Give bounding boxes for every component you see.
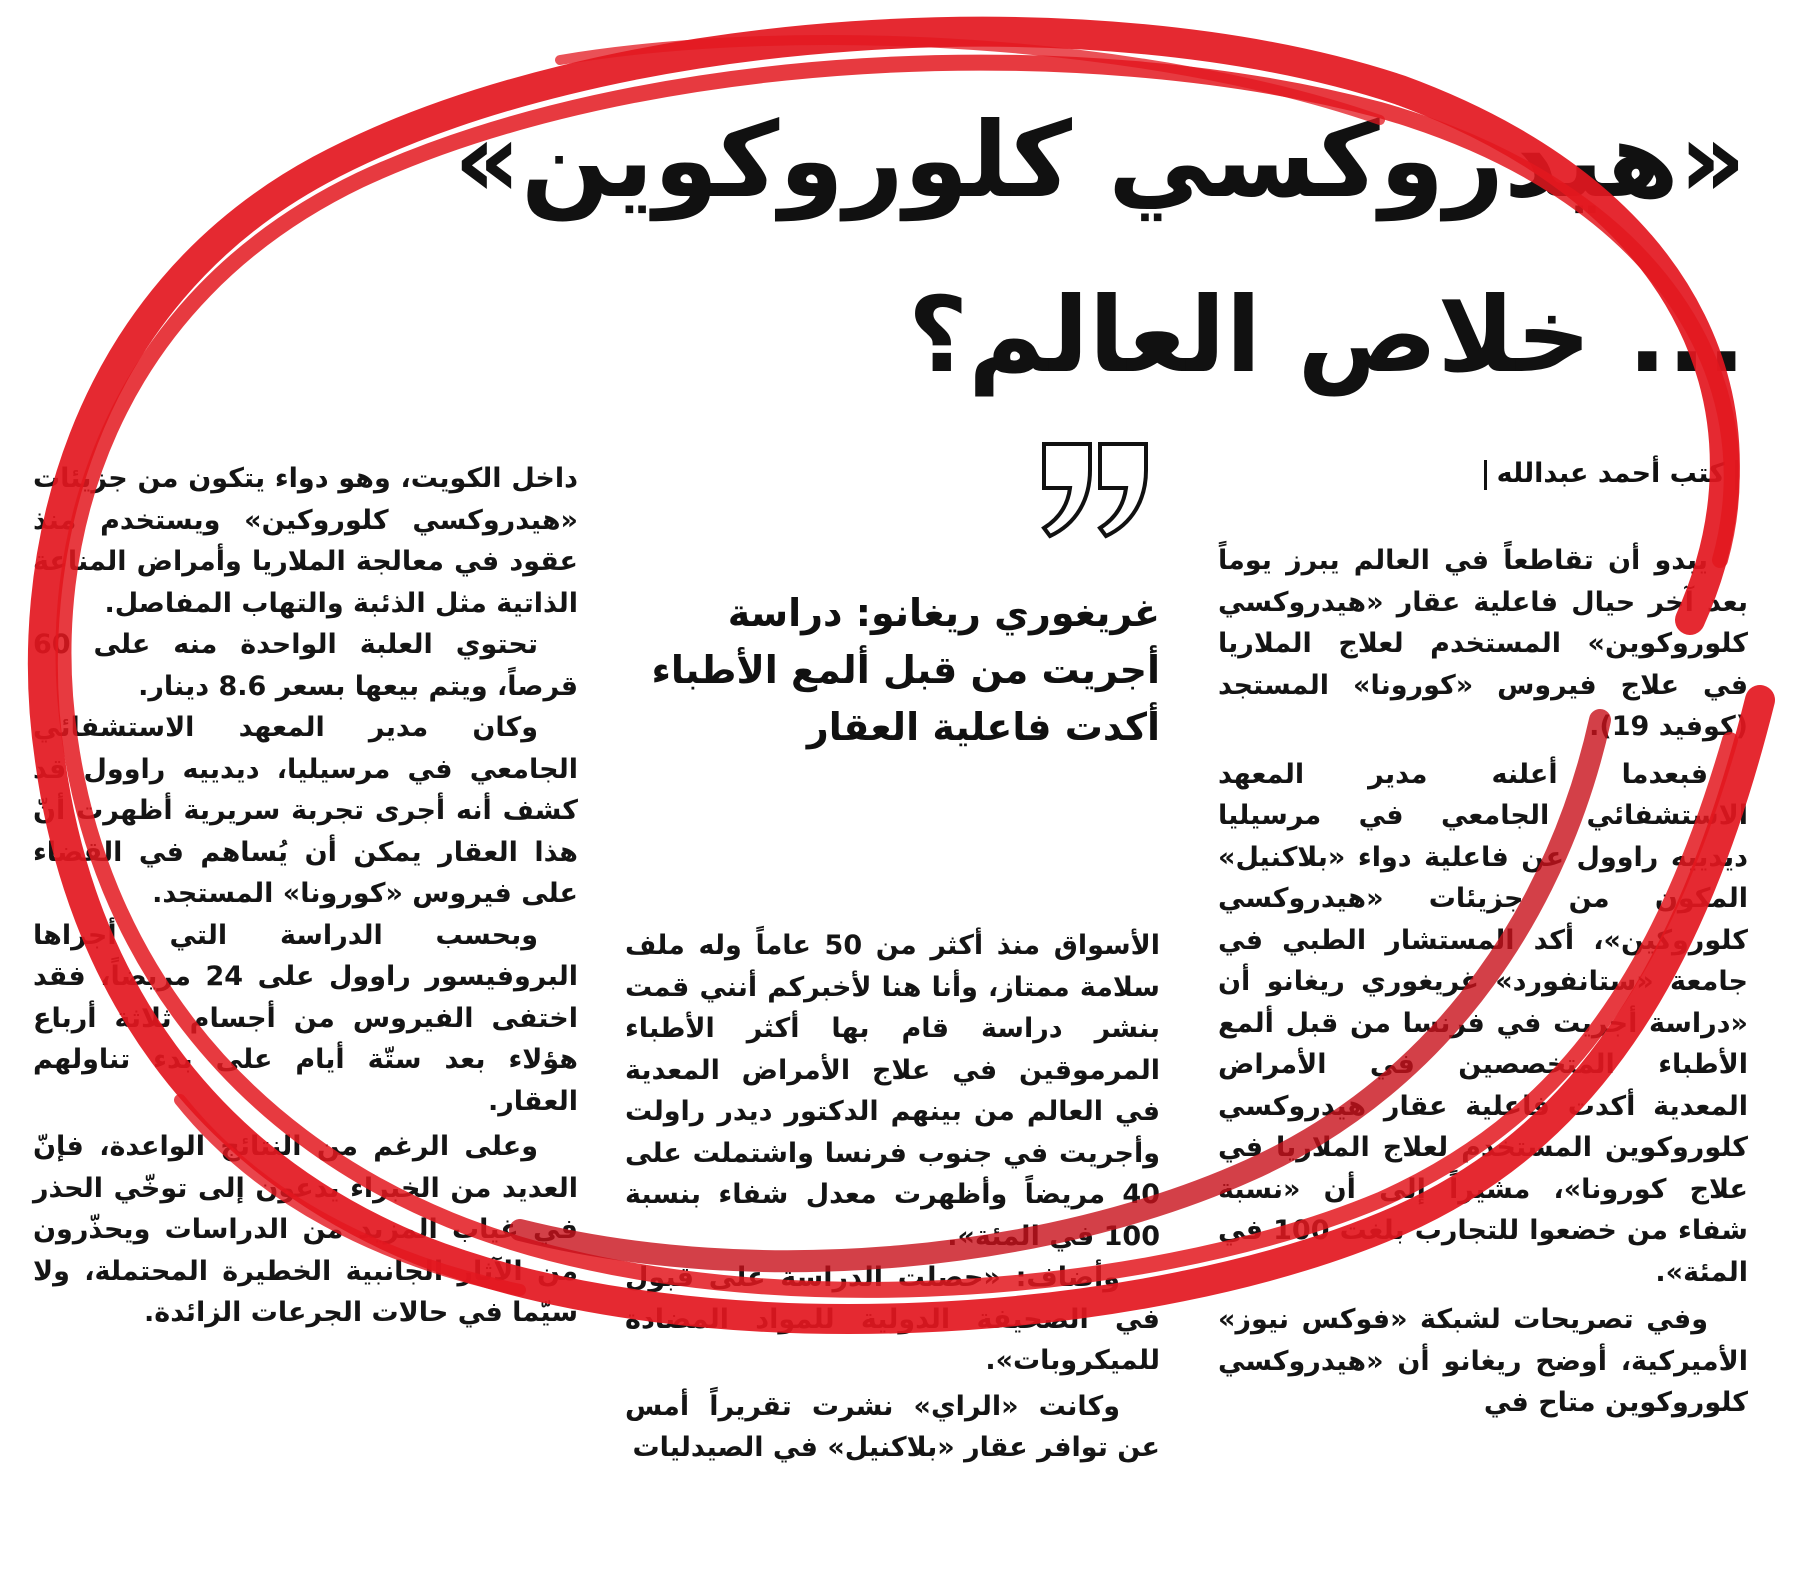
article-column-right (1218, 540, 1748, 1424)
headline-line-2: ... خلاص العالم؟ (907, 274, 1746, 396)
byline-text: كتب أحمد عبدالله (1496, 458, 1725, 489)
paragraph: فبعدما أعلنه مدير المعهد الاستشفائي الجامعي في مرسيليا ديدييه راوول عن فاعلية دواء «بلاكنيل» المكون من جزيئات «هيدروكسي كلوروكين»، أكد المستشار الطبي في جامعة «ستانفورد» غريغوري ريغانو أن «دراسة أجريت في فرنسا من قبل ألمع الأطباء المتخصصين في الأمراض المعدية أكدت فاعلية عقار هيدروكسي كلوروكوين المستخدم لعلاج الملاريا في علاج كورونا»، مشيراً إلى أن «نسبة شفاء من خضعوا للتجارب بلغت 100 في المئة». (1218, 758, 1748, 1288)
pull-quote: غريغوري ريغانو: دراسة أجريت من قبل ألمع الأطباء أكدت فاعلية العقار (651, 591, 1160, 749)
byline (1474, 458, 1748, 490)
paragraph: وفي تصريحات لشبكة «فوكس نيوز» الأميركية، أوضح ريغانو أن «هيدروكسي كلوروكوين متاح في (1218, 1304, 1748, 1418)
paragraph: الأسواق منذ أكثر من 50 عاماً وله ملف سلامة ممتاز، وأنا هنا لأخبركم أنني قمت بنشر دراسة قام بها أكثر الأطباء المرموقين في علاج الأمراض المعدية في العالم من بينهم الدكتور ديدر راولت وأجريت في جنوب فرنسا واشتملت على 40 مريضاً وأظهرت معدل شفاء بنسبة 100 في المئة». (625, 930, 1160, 1252)
paragraph: داخل الكويت، وهو دواء يتكون من جزيئات «هيدروكسي كلوروكين» ويستخدم منذ عقود في معالجة الملاريا وأمراض المناعة الذاتية مثل الذئبة والتهاب المفاصل. (33, 463, 578, 619)
paragraph: يبدو أن تقاطعاً في العالم يبرز يوماً بعد آخر حيال فاعلية عقار «هيدروكسي كلوروكوين» المستخدم لعلاج الملاريا في علاج فيروس «كورونا» المستجد (كوفيد 19). (1218, 545, 1748, 742)
quotation-mark-icon (1040, 440, 1150, 540)
headline-line-1: «هيدروكسي كلوروكوين» (453, 99, 1746, 221)
paragraph: وكانت «الراي» نشرت تقريراً أمس عن توافر عقار «بلاكنيل» في الصيدليات (625, 1390, 1160, 1463)
byline-divider (1735, 460, 1738, 490)
paragraph: وعلى الرغم من النتائج الواعدة، فإنّ العديد من الخبراء يدعون إلى توخّي الحذر في غياب المزيد من الدراسات ويحذّرون من الآثار الجانبية الخطيرة المحتملة، ولا سيّما في حالات الجرعات الزائدة. (33, 1131, 578, 1328)
article-column-left (33, 458, 578, 1334)
byline-divider (1484, 460, 1487, 490)
paragraph: وبحسب الدراسة التي أجراها البروفيسور راوول على 24 مريضاً، فقد اختفى الفيروس من أجسام ثلاثة أرباع هؤلاء بعد ستّة أيام على بدء تناولهم العقار. (33, 919, 578, 1117)
paragraph: وكان مدير المعهد الاستشفائي الجامعي في مرسيليا، ديدييه راوول قد كشف أنه أجرى تجربة سريرية أظهرت أنّ هذا العقار يمكن أن يُساهم في القضاء على فيروس «كورونا» المستجد. (33, 712, 578, 909)
paragraph: تحتوي العلبة الواحدة منه على 60 قرصاً، ويتم بيعها بسعر 8.6 دينار. (33, 629, 578, 702)
paragraph: وأضاف: «حصلت الدراسة على قبول في الصحيفة الدولية للمواد المضادة للميكروبات». (625, 1262, 1160, 1376)
article-column-middle (625, 925, 1160, 1469)
